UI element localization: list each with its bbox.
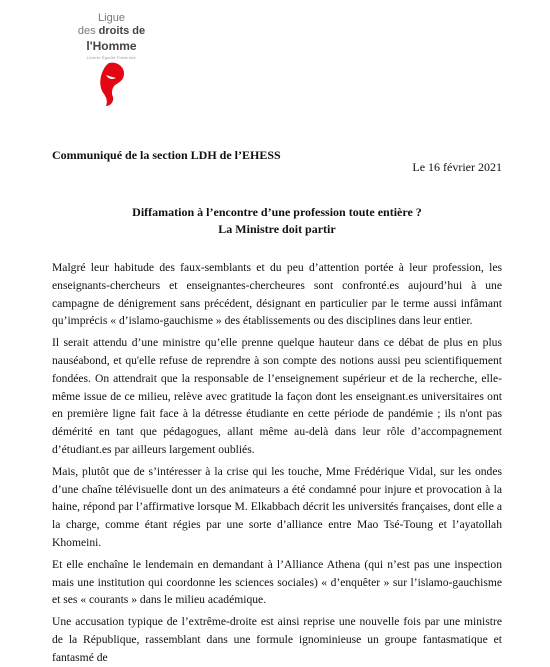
logo-tagline: Liberté Égalité Fraternité [86, 55, 136, 60]
communique-heading: Communiqué de la section LDH de l’EHESS [52, 148, 281, 162]
logo-line-1: Ligue [98, 12, 125, 24]
logo-line-3: l'Homme [86, 39, 137, 53]
paragraph: Et elle enchaîne le lendemain en demandant à l’Alliance Athena (qui n’est pas une inspection mais une institution qui coordonne les sciences sociales) « d’enquêter » sur l’islamo-gauchisme et ses « courants » dans le milieu académique. [52, 557, 502, 607]
paragraph: Une accusation typique de l’extrême-droite est ainsi reprise une nouvelle fois par une ministre de la République, rassemblant dans une formule ignominieuse un groupe fantasmatique et fantasmé de [52, 615, 502, 664]
ldh-logo [63, 6, 160, 106]
paragraph: Malgré leur habitude des faux-semblants et du peu d’attention portée à leur profession, les enseignants-chercheurs et enseignantes-chercheures sont confronté.es aujourd’hui à une campagne de dénigrement sans précédent, désignant en particulier par le terme aussi infâmant qu’imprécis « d’islamo-gauchisme » des établissements ou des disciplines dans leur entier. [52, 261, 502, 328]
paragraph: Mais, plutôt que de s’intéresser à la crise qui les touche, Mme Frédérique Vidal, sur les ondes d’une chaîne télévisuelle dont un des animateurs a été condamné pour injure et provocation à la haine, répond par l’affirmative lorsque M. Elkabbach décrit les universités françaises, dont elle a la charge, comme étant régies par une sorte d’alliance entre Mao Tsé-Toung et l’ayatollah Khomeini. [52, 464, 502, 549]
logo-line-2: des droits de [77, 25, 146, 37]
communique-date: Le 16 février 2021 [412, 160, 502, 174]
title-line-2: La Ministre doit partir [218, 222, 336, 236]
paragraph: Il serait attendu d’une ministre qu’elle prenne quelque hauteur dans ce débat de plus en plus nauséabond, et qu'elle refuse de reprendre à son compte des notions aussi peu scientifiquement fondées. On attendrait que la responsable de l’enseignement supérieur et de la recherche, elle-même issue de ce milieu, relève avec gratitude la façon dont les enseignant.es universitaires ont en première ligne fait face à la détresse étudiante en cette période de pandémie ; ils n'ont pas démérité en tant que pédagogues, allant même au-delà dans leur rôle d’accompagnement d’étudiant.es par ailleurs largement oubliés. [52, 336, 502, 456]
liberty-cap-icon [97, 61, 127, 107]
title-line-1: Diffamation à l’encontre d’une profession toute entière ? [132, 205, 422, 219]
communique-body [52, 259, 502, 667]
